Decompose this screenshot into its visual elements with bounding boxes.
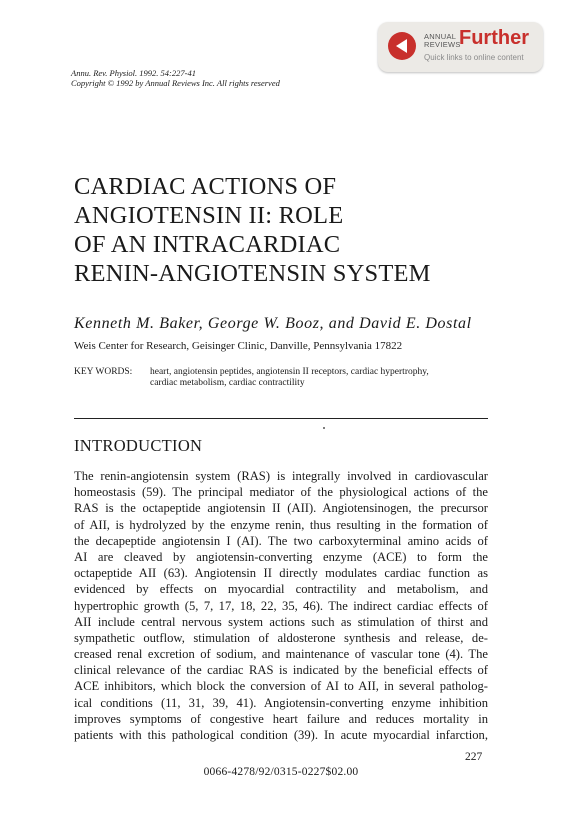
body-line: of AII, is hydrolyzed by the enzyme renin, thus resulting in the formation of — [74, 517, 488, 532]
keywords-line: heart, angiotensin peptides, angiotensin II receptors, cardiac hypertrophy, — [150, 367, 429, 377]
body-line: hypertrophic growth (5, 7, 17, 18, 22, 35, 46). The indirect cardiac effects of — [74, 598, 488, 613]
further-link-badge[interactable] — [378, 22, 543, 72]
print-speck — [323, 427, 325, 429]
journal-citation: Annu. Rev. Physiol. 1992. 54:227-41 — [71, 68, 196, 78]
title-line: CARDIAC ACTIONS OF — [74, 173, 337, 200]
badge-reviews-label: REVIEWS — [424, 40, 461, 49]
body-line: AII include central nervous system actions such as stimulation of thirst and — [74, 614, 488, 629]
body-line: ical conditions (11, 31, 39, 41). Angiotensin-converting enzyme inhibition — [74, 695, 488, 710]
play-arrow-icon — [388, 32, 416, 60]
badge-annual-label: ANNUAL — [424, 32, 457, 41]
body-paragraph — [74, 468, 488, 743]
badge-subtitle: Quick links to online content — [424, 53, 524, 62]
body-line: The renin-angiotensin system (RAS) is integrally involved in cardiovascular — [74, 469, 488, 483]
body-line: AI are cleaved by angiotensin-converting enzyme (ACE) to form the — [74, 549, 488, 564]
title-line: ANGIOTENSIN II: ROLE — [74, 202, 344, 229]
article-title — [74, 172, 431, 288]
keywords-line: cardiac metabolism, cardiac contractility — [150, 378, 305, 388]
body-line: patients with this pathological condition (39). In acute myocardial infarction, — [74, 728, 488, 742]
badge-further-label: Further — [459, 27, 529, 49]
body-line: ACE inhibitors, which block the conversion of AI to AII, in several patholog- — [74, 679, 488, 694]
body-line: RAS is the octapeptide angiotensin II (AII). Angiotensinogen, the precursor — [74, 501, 488, 516]
body-line: the decapeptide angiotensin I (AI). The two carboxyterminal amino acids of — [74, 533, 488, 548]
title-line: OF AN INTRACARDIAC — [74, 231, 341, 258]
body-line: clinical relevance of the cardiac RAS is indicated by the beneficial effects of — [74, 663, 488, 678]
body-line: creased renal excretion of sodium, and maintenance of vascular tone (4). The — [74, 647, 488, 662]
body-line: improves symptoms of congestive heart failure and reduces mortality in — [74, 711, 488, 726]
keywords-label: KEY WORDS: — [74, 367, 133, 377]
body-line: octapeptide AII (63). Angiotensin II directly modulates cardiac function as — [74, 566, 488, 581]
section-divider — [74, 418, 488, 419]
body-line: sympathetic outflow, stimulation of aldosterone synthesis and release, de- — [74, 630, 488, 645]
body-line: homeostasis (59). The principal mediator of the physiological actions of the — [74, 485, 488, 500]
author-list: Kenneth M. Baker, George W. Booz, and David E. Dostal — [74, 315, 472, 332]
body-line: evidenced by effects on myocardial contractility and metabolism, and — [74, 582, 488, 597]
title-line: RENIN-ANGIOTENSIN SYSTEM — [74, 260, 431, 287]
journal-copyright: Copyright © 1992 by Annual Reviews Inc. All rights reserved — [71, 78, 280, 88]
section-heading: INTRODUCTION — [74, 436, 203, 455]
page-number: 227 — [465, 751, 483, 763]
author-affiliation: Weis Center for Research, Geisinger Clinic, Danville, Pennsylvania 17822 — [74, 340, 403, 352]
price-code: 0066-4278/92/0315-0227$02.00 — [203, 766, 359, 778]
